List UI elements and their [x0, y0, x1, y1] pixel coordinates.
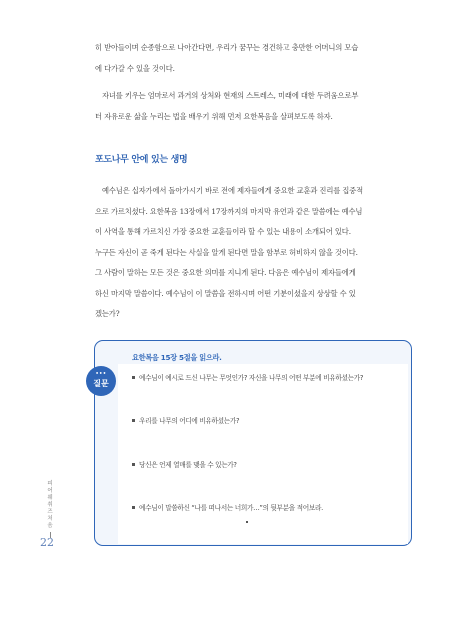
- intro-paragraph-2: [95, 86, 400, 127]
- dots-icon: •••: [95, 371, 107, 377]
- question-item: [132, 372, 407, 382]
- question-text: 예수님이 말씀하신 “나를 떠나서는 너희가…”의 뒷부분을 적어보라.: [139, 504, 323, 512]
- question-badge-label: 질문: [93, 379, 109, 388]
- section-heading: 포도나무 안에 있는 생명: [95, 155, 188, 165]
- text-line: 겠는가?: [95, 309, 120, 318]
- bullet-icon: [132, 419, 135, 422]
- question-text: 예수님이 예시로 드신 나무는 무엇인가? 자신을 나무의 어떤 부분에 비유하셨는가?: [139, 374, 364, 382]
- question-text: 당신은 언제 열매를 맺을 수 있는가?: [139, 461, 237, 469]
- question-box: [94, 340, 412, 546]
- vertical-title-char: 취: [47, 502, 53, 508]
- text-line: 자녀를 키우는 엄마로서 과거의 상처와 현재의 스트레스, 미래에 대한 두려움으로부: [102, 91, 359, 100]
- text-line: 이 사역을 통해 가르치신 가장 중요한 교훈들이라 할 수 있는 내용이 소개되어 있다.: [95, 227, 351, 236]
- question-item: [132, 459, 407, 469]
- stray-mark: [246, 521, 248, 523]
- question-item: [132, 502, 407, 512]
- text-line: 예수님은 십자가에서 돌아가시기 바로 전에 제자들에게 중요한 교훈과 진리를 집중적: [102, 186, 363, 195]
- question-box-inner: [118, 364, 408, 544]
- text-line: 누구든 자신이 곧 죽게 된다는 사실을 알게 된다면 말을 함부로 허비하지 않을 것이다.: [95, 247, 358, 257]
- question-badge: [86, 366, 116, 396]
- page-number: 22: [40, 536, 54, 549]
- body-paragraph: [95, 181, 400, 325]
- bullet-icon: [132, 376, 135, 379]
- bullet-icon: [132, 463, 135, 466]
- vertical-title-char: 즈: [47, 509, 53, 515]
- vertical-title-char: 어: [47, 488, 53, 494]
- text-line: 으로 가르치셨다. 요한복음 13장에서 17장까지의 마지막 유언과 같은 말씀에는 예수님: [95, 206, 363, 216]
- text-line: 터 자유로운 삶을 누리는 법을 배우기 위해 먼저 요한복음을 살펴보도록 하자.: [95, 111, 333, 121]
- text-line: 그 사람이 말하는 모든 것은 중요한 의미를 지니게 된다. 다음은 예수님이 제자들에게: [95, 268, 356, 277]
- vertical-title-char: 피: [47, 481, 53, 487]
- vertical-book-title: [44, 481, 56, 530]
- question-text: 우리를 나무의 어디에 비유하셨는가?: [139, 417, 240, 425]
- side-label: [44, 481, 56, 540]
- vertical-title-char: 음: [47, 523, 53, 529]
- question-title: 요한복음 15장 5절을 읽으라.: [132, 353, 222, 362]
- text-line: 에 다가갈 수 있을 것이다.: [95, 63, 175, 73]
- text-line: 하신 마지막 말씀이다. 예수님이 이 말씀을 전하시며 어떤 기분이셨을지 상상할 수 있: [95, 288, 356, 298]
- question-item: [132, 415, 407, 425]
- text-line: 히 받아들이며 순종함으로 나아간다면, 우리가 꿈꾸는 경건하고 충만한 어머니의 모습: [95, 43, 359, 52]
- intro-paragraph: [95, 38, 400, 79]
- bullet-icon: [132, 506, 135, 509]
- vertical-title-char: 처: [47, 516, 53, 522]
- vertical-title-char: 웨: [47, 495, 53, 501]
